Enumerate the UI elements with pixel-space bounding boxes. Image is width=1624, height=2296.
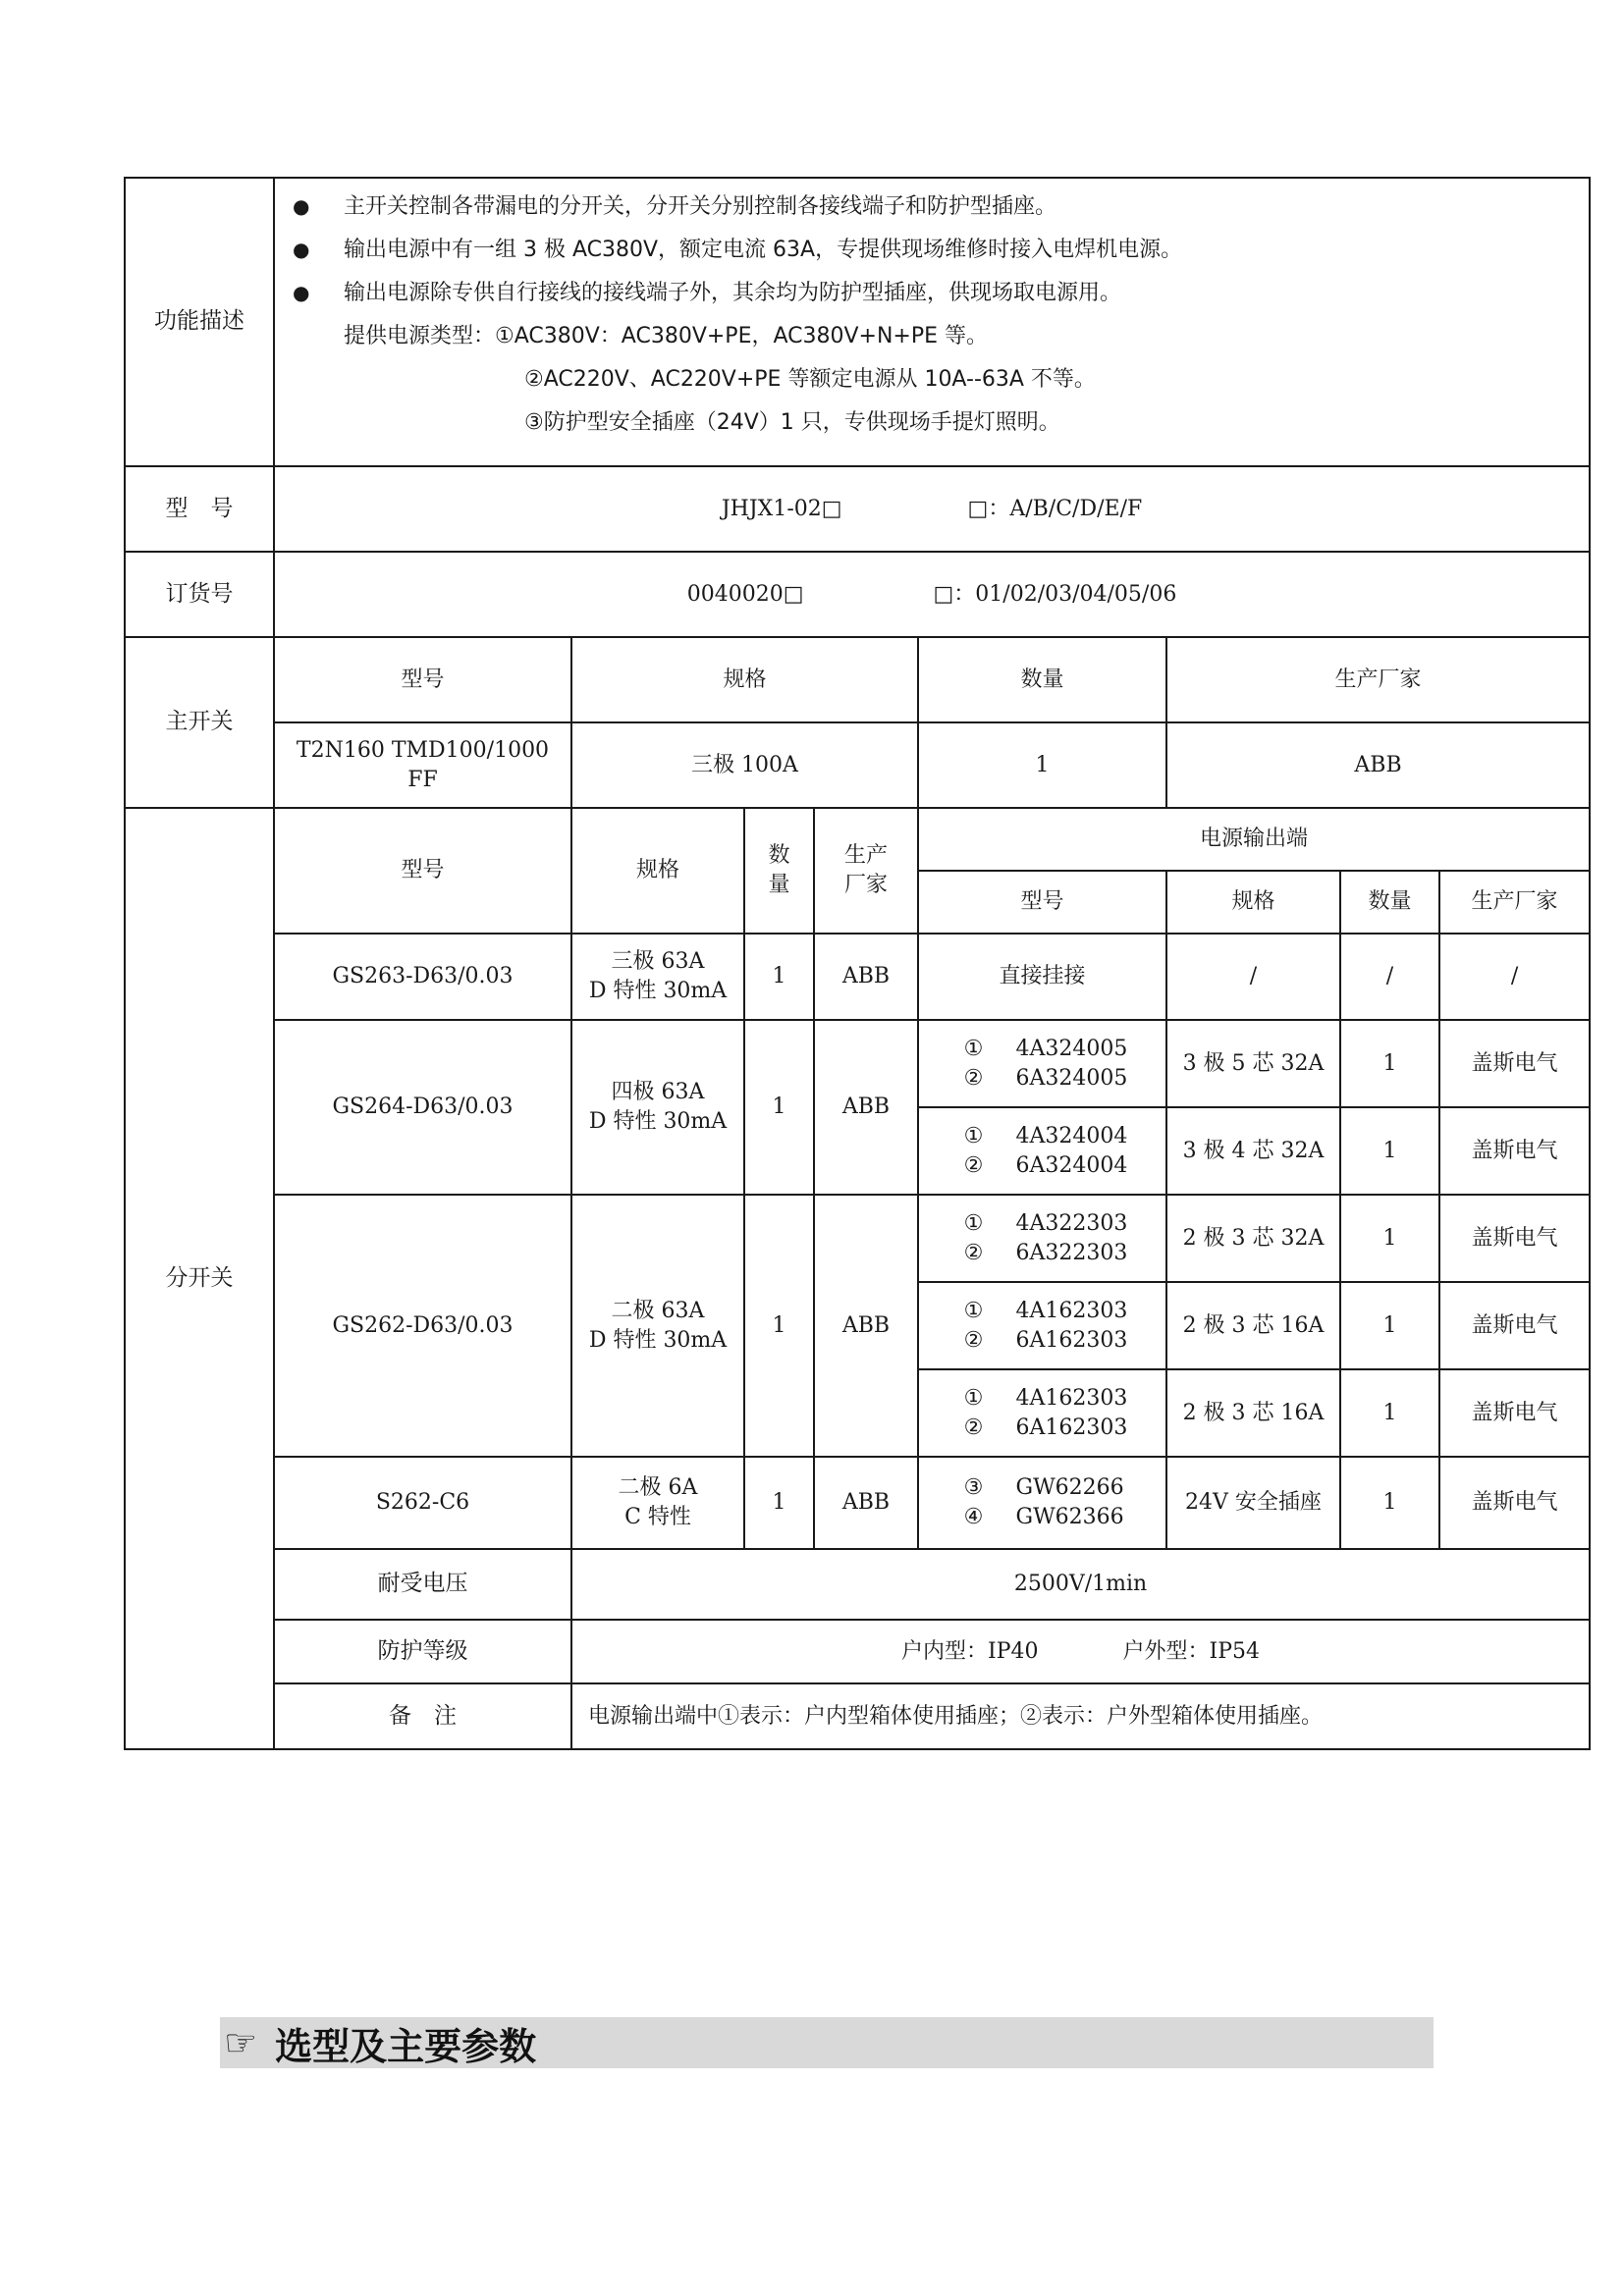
branch-maker: ABB — [814, 1195, 918, 1457]
bullet-item: ● 输出电源除专供自行接线的接线端子外，其余均为防护型插座，供现场取电源用。 — [293, 281, 1122, 305]
output-maker: 盖斯电气 — [1439, 1195, 1590, 1282]
main-switch-label: 主开关 — [125, 637, 274, 808]
branch-qty: 1 — [744, 934, 814, 1020]
output-qty: 1 — [1340, 1195, 1439, 1282]
table-header: 生产 厂家 — [814, 808, 918, 934]
function-row — [125, 178, 1590, 466]
branch-maker: ABB — [814, 934, 918, 1020]
output-spec: 3 极 4 芯 32A — [1166, 1107, 1340, 1195]
branch-header-row — [125, 808, 1590, 871]
output-qty: / — [1340, 934, 1439, 1020]
output-maker: 盖斯电气 — [1439, 1107, 1590, 1195]
protection-outdoor: 户外型：IP54 — [1122, 1638, 1261, 1664]
branch-model: S262-C6 — [274, 1457, 571, 1549]
table-header: 生产厂家 — [1166, 637, 1590, 722]
output-qty: 1 — [1340, 1457, 1439, 1549]
bullet-icon: ● — [293, 194, 310, 218]
spec-table — [124, 177, 1591, 1750]
bullet-icon: ● — [293, 238, 310, 261]
output-maker: 盖斯电气 — [1439, 1369, 1590, 1457]
table-header: 型号 — [274, 637, 571, 722]
bullet-icon: ● — [293, 281, 310, 304]
order-value-cell — [274, 552, 1590, 637]
model-value-cell — [274, 466, 1590, 552]
hand-pointer-icon: ☞ — [224, 2021, 258, 2064]
output-qty: 1 — [1340, 1369, 1439, 1457]
section-heading — [220, 2017, 1434, 2068]
withstand-label: 耐受电压 — [274, 1549, 571, 1620]
branch-maker: ABB — [814, 1020, 918, 1195]
model-row — [125, 466, 1590, 552]
order-row — [125, 552, 1590, 637]
output-header: 电源输出端 — [918, 808, 1590, 871]
output-model: ① 4A322303 ② 6A322303 — [918, 1195, 1166, 1282]
branch-spec: 四极 63A D 特性 30mA — [571, 1020, 744, 1195]
table-header: 规格 — [1166, 871, 1340, 934]
table-header: 数 量 — [744, 808, 814, 934]
table-header: 型号 — [918, 871, 1166, 934]
table-row — [125, 1195, 1590, 1282]
main-switch-model: T2N160 TMD100/1000 FF — [274, 722, 571, 808]
table-header: 生产厂家 — [1439, 871, 1590, 934]
supply-type-line: ③防护型安全插座（24V）1 只，专供现场手提灯照明。 — [524, 410, 1060, 435]
protection-value — [571, 1620, 1590, 1683]
model-options: □：A/B/C/D/E/F — [967, 496, 1143, 521]
order-options: □：01/02/03/04/05/06 — [933, 581, 1177, 607]
output-maker: / — [1439, 934, 1590, 1020]
table-header: 型号 — [274, 808, 571, 934]
protection-row — [125, 1620, 1590, 1683]
output-spec: 2 极 3 芯 16A — [1166, 1282, 1340, 1369]
main-switch-header-row — [125, 637, 1590, 722]
table-header: 规格 — [571, 637, 918, 722]
branch-maker: ABB — [814, 1457, 918, 1549]
function-description — [274, 178, 1590, 466]
supply-type-line: 提供电源类型： ①AC380V：AC380V+PE，AC380V+N+PE 等。 — [344, 324, 989, 348]
branch-switch-label: 分开关 — [125, 808, 274, 1749]
withstand-value: 2500V/1min — [571, 1549, 1590, 1620]
table-header: 规格 — [571, 808, 744, 934]
table-row — [125, 1457, 1590, 1549]
function-label: 功能描述 — [125, 178, 274, 466]
branch-model: GS262-D63/0.03 — [274, 1195, 571, 1457]
table-row — [125, 934, 1590, 1020]
branch-model: GS264-D63/0.03 — [274, 1020, 571, 1195]
output-maker: 盖斯电气 — [1439, 1020, 1590, 1107]
output-maker: 盖斯电气 — [1439, 1282, 1590, 1369]
remarks-label: 备 注 — [274, 1683, 571, 1749]
main-switch-qty: 1 — [918, 722, 1166, 808]
output-spec: 2 极 3 芯 32A — [1166, 1195, 1340, 1282]
protection-indoor: 户内型：IP40 — [901, 1638, 1039, 1664]
output-qty: 1 — [1340, 1020, 1439, 1107]
branch-qty: 1 — [744, 1020, 814, 1195]
branch-qty: 1 — [744, 1457, 814, 1549]
table-header: 数量 — [918, 637, 1166, 722]
remarks-row — [125, 1683, 1590, 1749]
bullet-item: ● 输出电源中有一组 3 极 AC380V，额定电流 63A，专提供现场维修时接入电焊机电源。 — [293, 238, 1183, 262]
main-switch-spec: 三极 100A — [571, 722, 918, 808]
output-model: ① 4A162303 ② 6A162303 — [918, 1369, 1166, 1457]
output-maker: 盖斯电气 — [1439, 1457, 1590, 1549]
output-qty: 1 — [1340, 1107, 1439, 1195]
branch-model: GS263-D63/0.03 — [274, 934, 571, 1020]
table-row — [125, 1020, 1590, 1107]
withstand-row — [125, 1549, 1590, 1620]
output-spec: 2 极 3 芯 16A — [1166, 1369, 1340, 1457]
table-header: 数量 — [1340, 871, 1439, 934]
bullet-item: ● 主开关控制各带漏电的分开关，分开关分别控制各接线端子和防护型插座。 — [293, 194, 1057, 219]
output-spec: / — [1166, 934, 1340, 1020]
order-label: 订货号 — [125, 552, 274, 637]
branch-spec: 三极 63A D 特性 30mA — [571, 934, 744, 1020]
branch-spec: 二极 63A D 特性 30mA — [571, 1195, 744, 1457]
branch-spec: 二极 6A C 特性 — [571, 1457, 744, 1549]
main-switch-row — [125, 722, 1590, 808]
main-switch-maker: ABB — [1166, 722, 1590, 808]
output-model: ③ GW62266 ④ GW62366 — [918, 1457, 1166, 1549]
output-spec: 3 极 5 芯 32A — [1166, 1020, 1340, 1107]
output-model: ① 4A324004 ② 6A324004 — [918, 1107, 1166, 1195]
output-model: ① 4A162303 ② 6A162303 — [918, 1282, 1166, 1369]
remarks-value: 电源输出端中①表示：户内型箱体使用插座；②表示：户外型箱体使用插座。 — [571, 1683, 1590, 1749]
output-qty: 1 — [1340, 1282, 1439, 1369]
output-model: 直接挂接 — [918, 934, 1166, 1020]
output-model: ① 4A324005 ② 6A324005 — [918, 1020, 1166, 1107]
protection-label: 防护等级 — [274, 1620, 571, 1683]
order-value: 0040020□ — [686, 581, 804, 607]
model-label: 型 号 — [125, 466, 274, 552]
supply-type-line: ②AC220V、AC220V+PE 等额定电源从 10A--63A 不等。 — [524, 367, 1096, 392]
output-spec: 24V 安全插座 — [1166, 1457, 1340, 1549]
model-value: JHJX1-02□ — [721, 496, 842, 521]
section-heading-text: 选型及主要参数 — [275, 2024, 537, 2068]
branch-qty: 1 — [744, 1195, 814, 1457]
